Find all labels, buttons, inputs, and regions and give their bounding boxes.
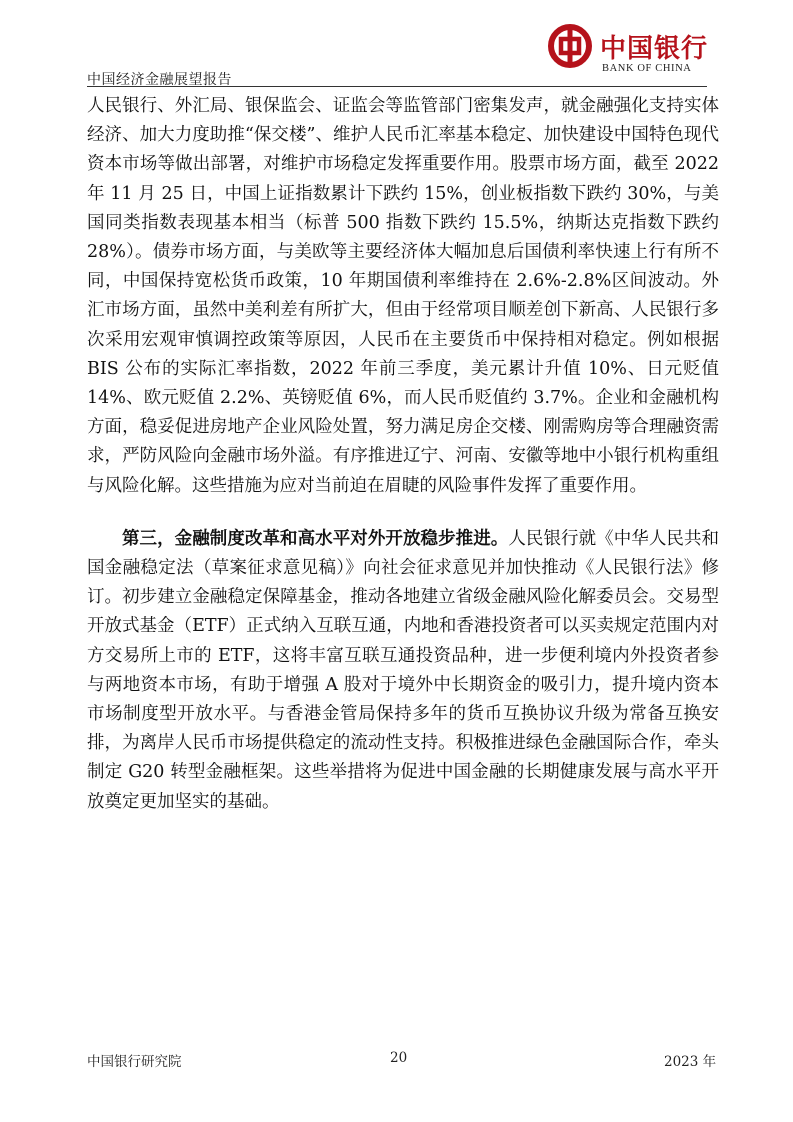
report-title: 中国经济金融展望报告 [87, 72, 232, 88]
logo-chinese-name: 中国银行 [600, 34, 709, 64]
footer-year: 2023 年 [664, 1054, 717, 1070]
body-text [87, 92, 719, 817]
logo-english-name: BANK OF CHINA [602, 63, 692, 74]
footer-institute: 中国银行研究院 [87, 1054, 182, 1070]
paragraph-2-lead: 第三，金融制度改革和高水平对外开放稳步推进。 [122, 528, 509, 549]
bank-of-china-logo [548, 20, 718, 82]
paragraph-2 [87, 525, 719, 817]
paragraph-1: 人民银行、外汇局、银保监会、证监会等监管部门密集发声，就金融强化支持实体经济、加大力度助推“保交楼”、维护人民币汇率基本稳定、加快建设中国特色现代资本市场等做出部署，对维护市场稳定发挥重要作用。股票市场方面，截至 2022 年 11 月 25 日，中国上证指数累计下跌约 15%，创业板指数下跌约 30%，与美国同类指数表现基本相当（标普 500 指数下跌约 15.5%，纳斯达克指数下跌约 28%）。债券市场方面，与美欧等主要经济体大幅加息后国债利率快速上行有所不同，中国保持宽松货币政策，10 年期国债利率维持在 2.6%-2.8%区间波动。外汇市场方面，虽然中美利差有所扩大，但由于经常项目顺差创下新高、人民银行多次采用宏观审慎调控政策等原因，人民币在主要货币中保持相对稳定。例如根据 BIS 公布的实际汇率指数，2022 年前三季度，美元累计升值 10%、日元贬值 14%、欧元贬值 2.2%、英镑贬值 6%，而人民币贬值约 3.7%。企业和金融机构方面，稳妥促进房地产企业风险处置，努力满足房企交楼、刚需购房等合理融资需求，严防风险向金融市场外溢。有序推进辽宁、河南、安徽等地中小银行机构重组与风险化解。这些措施为应对当前迫在眉睫的风险事件发挥了重要作用。 [87, 96, 719, 496]
paragraph-2-body: 人民银行就《中华人民共和国金融稳定法（草案征求意见稿）》向社会征求意见并加快推动《人民银行法》修订。初步建立金融稳定保障基金，推动各地建立省级金融风险化解委员会。交易型开放式基金（ETF）正式纳入互联互通，内地和香港投资者可以买卖规定范围内对方交易所上市的 ETF，这将丰富互联互通投资品种，进一步便利境内外投资者参与两地资本市场，有助于增强 A 股对于境外中长期资金的吸引力，提升境内资本市场制度型开放水平。与香港金管局保持多年的货币互换协议升级为常备互换安排，为离岸人民币市场提供稳定的流动性支持。积极推进绿色金融国际合作，牵头制定 G20 转型金融框架。这些举措将为促进中国金融的长期健康发展与高水平开放奠定更加坚实的基础。 [87, 528, 720, 812]
header-divider [87, 86, 707, 87]
footer-page-number: 20 [390, 1050, 408, 1066]
bank-of-china-emblem-icon [548, 24, 592, 68]
